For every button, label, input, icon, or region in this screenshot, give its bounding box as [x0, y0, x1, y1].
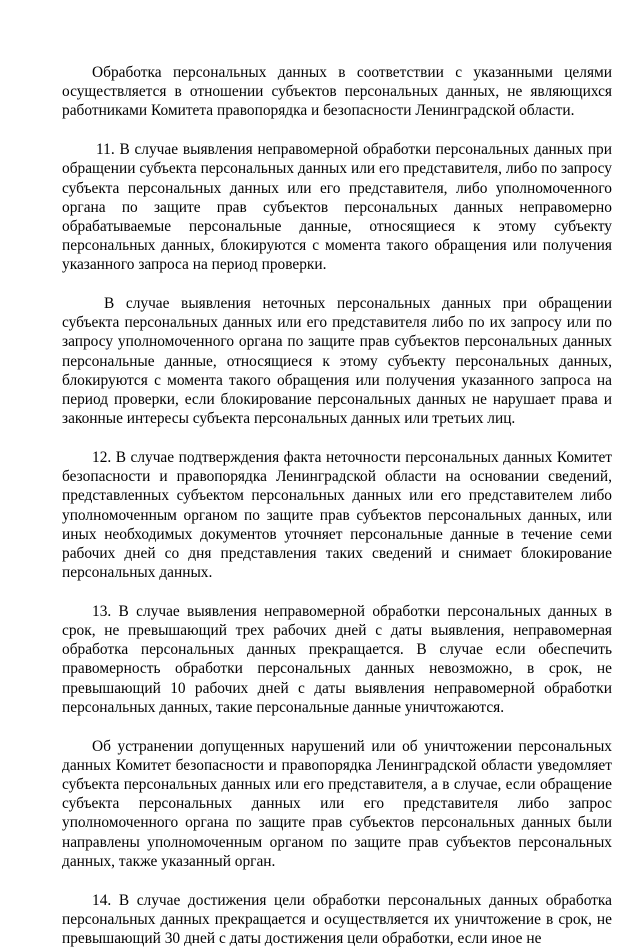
paragraph-13-notification: Об устранении допущенных нарушений или об уничтожении персональных данных Комитет безопасности и правопорядка Ленинградской области уведомляет субъекта персональных данных или его представителя, а в случае, если обращение субъекта персональных данных или его представителя либо запрос уполномоченного органа по защите прав субъектов персональных данных были направлены уполномоченным органом по защите прав субъектов персональных данных, также указанный орган. — [62, 737, 612, 870]
paragraph-11-inaccurate-data: В случае выявления неточных персональных данных при обращении субъекта персональных данных или его представителя либо по их запросу или по запросу уполномоченного органа по защите прав субъектов персональных данных персональные данные, относящиеся к этому субъекту персональных данных, блокируются с момента такого обращения или получения указанного запроса на период проверки, если блокирование персональных данных не нарушает права и законные интересы субъекта персональных данных или третьих лиц. — [62, 295, 612, 428]
paragraph-processing-scope: Обработка персональных данных в соответствии с указанными целями осуществляется в отношении субъектов персональных данных, не являющихся работниками Комитета правопорядка и безопасности Ленинградской области. — [62, 64, 612, 120]
paragraph-13: 13. В случае выявления неправомерной обработки персональных данных в срок, не превышающий трех рабочих дней с даты выявления, неправомерная обработка персональных данных прекращается. В случае если обеспечить правомерность обработки персональных данных невозможно, в срок, не превышающий 10 рабочих дней с даты выявления неправомерной обработки персональных данных, такие персональные данные уничтожаются. — [62, 602, 612, 716]
paragraph-11: 11. В случае выявления неправомерной обработки персональных данных при обращении субъекта персональных данных или его представителя, либо по запросу субъекта персональных данных или его представителя, либо уполномоченного органа по защите прав субъектов персональных данных неправомерно обрабатываемые персональные данные, относящиеся к этому субъекту персональных данных, блокируются с момента такого обращения или получения указанного запроса на период проверки. — [62, 141, 612, 274]
paragraph-12: 12. В случае подтверждения факта неточности персональных данных Комитет безопасности и правопорядка Ленинградской области на основании сведений, представленных субъектом персональных данных или его представителем либо уполномоченным органом по защите прав субъектов персональных данных, или иных необходимых документов уточняет персональные данные в течение семи рабочих дней со дня представления таких сведений и снимает блокирование персональных данных. — [62, 448, 612, 582]
document-page — [62, 63, 612, 948]
paragraph-14: 14. В случае достижения цели обработки персональных данных обработка персональных данных прекращается и осуществляется их уничтожение в срок, не превышающий 30 дней с даты достижения цели обработки, если иное не — [62, 891, 612, 947]
